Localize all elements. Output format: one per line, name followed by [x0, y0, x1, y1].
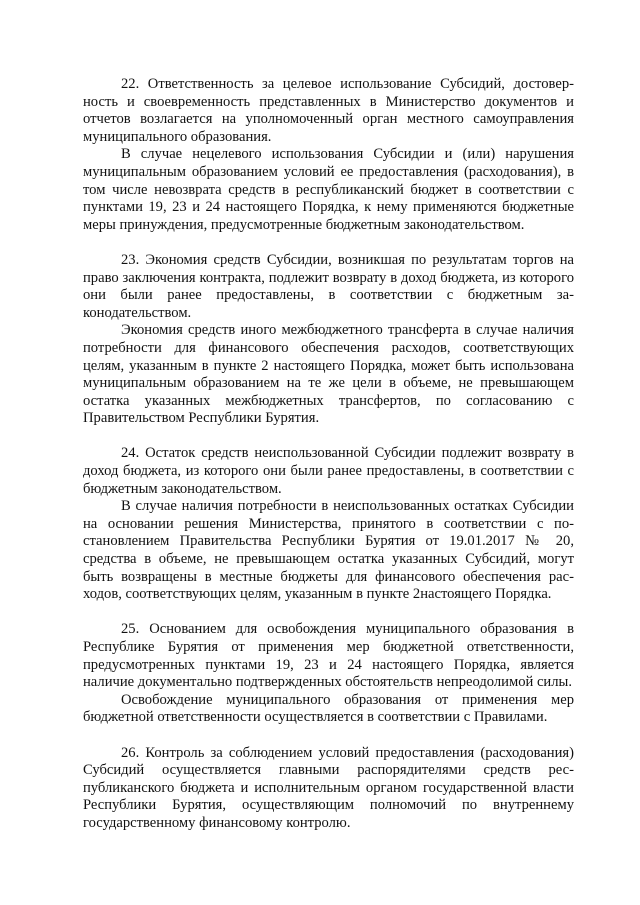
clause-26-paragraph-1: 26. Контроль за соблюдением условий предоставления (расходования) Субсидий осуществляется главными распорядителями средств республиканского бюджета и исполнительным органом государственной власти Республики Бурятия, осуществляющим полномочий по внутреннему государственному финансовому контролю.: [83, 744, 574, 831]
clause-22-paragraph-1: 22. Ответственность за целевое использование Субсидий, достоверность и своевременность представленных в Министерство документов и отчетов возлагается на уполномоченный орган местного самоуправления муниципального образования.: [83, 76, 574, 145]
clause-26: [83, 745, 574, 833]
clause-22: [83, 76, 574, 234]
clause-25-paragraph-2: Освобождение муниципального образования от применения мер бюджетной ответственности осуществляется в соответствии с Правилами.: [83, 691, 574, 726]
clause-23-paragraph-2: Экономия средств иного межбюджетного трансферта в случае наличия потребности для финансового обеспечения расходов, соответствующих целям, указанным в пункте 2 настоящего Порядка, может быть использована муниципальным образованием на те же цели в объеме, не превышающем остатка указанных межбюджетных трансфертов, по согласованию с Правительством Республики Бурятия.: [83, 322, 574, 427]
clause-24-paragraph-2: В случае наличия потребности в неиспользованных остатках Субсидии на основании решения Министерства, принятого в соответствии с постановлением Правительства Республики Бурятия от 19.01.2017 № 20, средства в объеме, не превышающем остатка указанных Субсидий, могут быть возвращены в местные бюджеты для финансового обеспечения расходов, соответствующих целям, указанным в пункте 2настоящего Порядка.: [83, 498, 574, 603]
clause-25-paragraph-1: 25. Основанием для освобождения муниципального образования в Республике Бурятия от применения мер бюджетной ответственности, предусмотренных пунктами 19, 23 и 24 настоящего Порядка, является наличие документально подтвержденных обстоятельств непреодолимой силы.: [83, 621, 574, 691]
clause-24-paragraph-1: 24. Остаток средств неиспользованной Субсидии подлежит возврату в доход бюджета, из которого они были ранее предоставлены, в соответствии с бюджетным законодательством.: [83, 445, 574, 497]
clause-25: [83, 621, 574, 727]
clause-23-paragraph-1: 23. Экономия средств Субсидии, возникшая по результатам торгов на право заключения контракта, подлежит возврату в доход бюджета, из которого они были ранее предоставлены, в соответствии с бюджетным законодательством.: [83, 251, 574, 321]
clause-23: [83, 252, 574, 428]
clause-22-paragraph-2: В случае нецелевого использования Субсидии и (или) нарушения муниципальным образованием условий ее предоставления (расходования), в том числе невозврата средств в республиканский бюджет в соответствии с пунктами 19, 23 и 24 настоящего Порядка, к нему применяются бюджетные меры принуждения, предусмотренные бюджетным законодательством.: [83, 146, 574, 233]
clause-24: [83, 445, 574, 603]
